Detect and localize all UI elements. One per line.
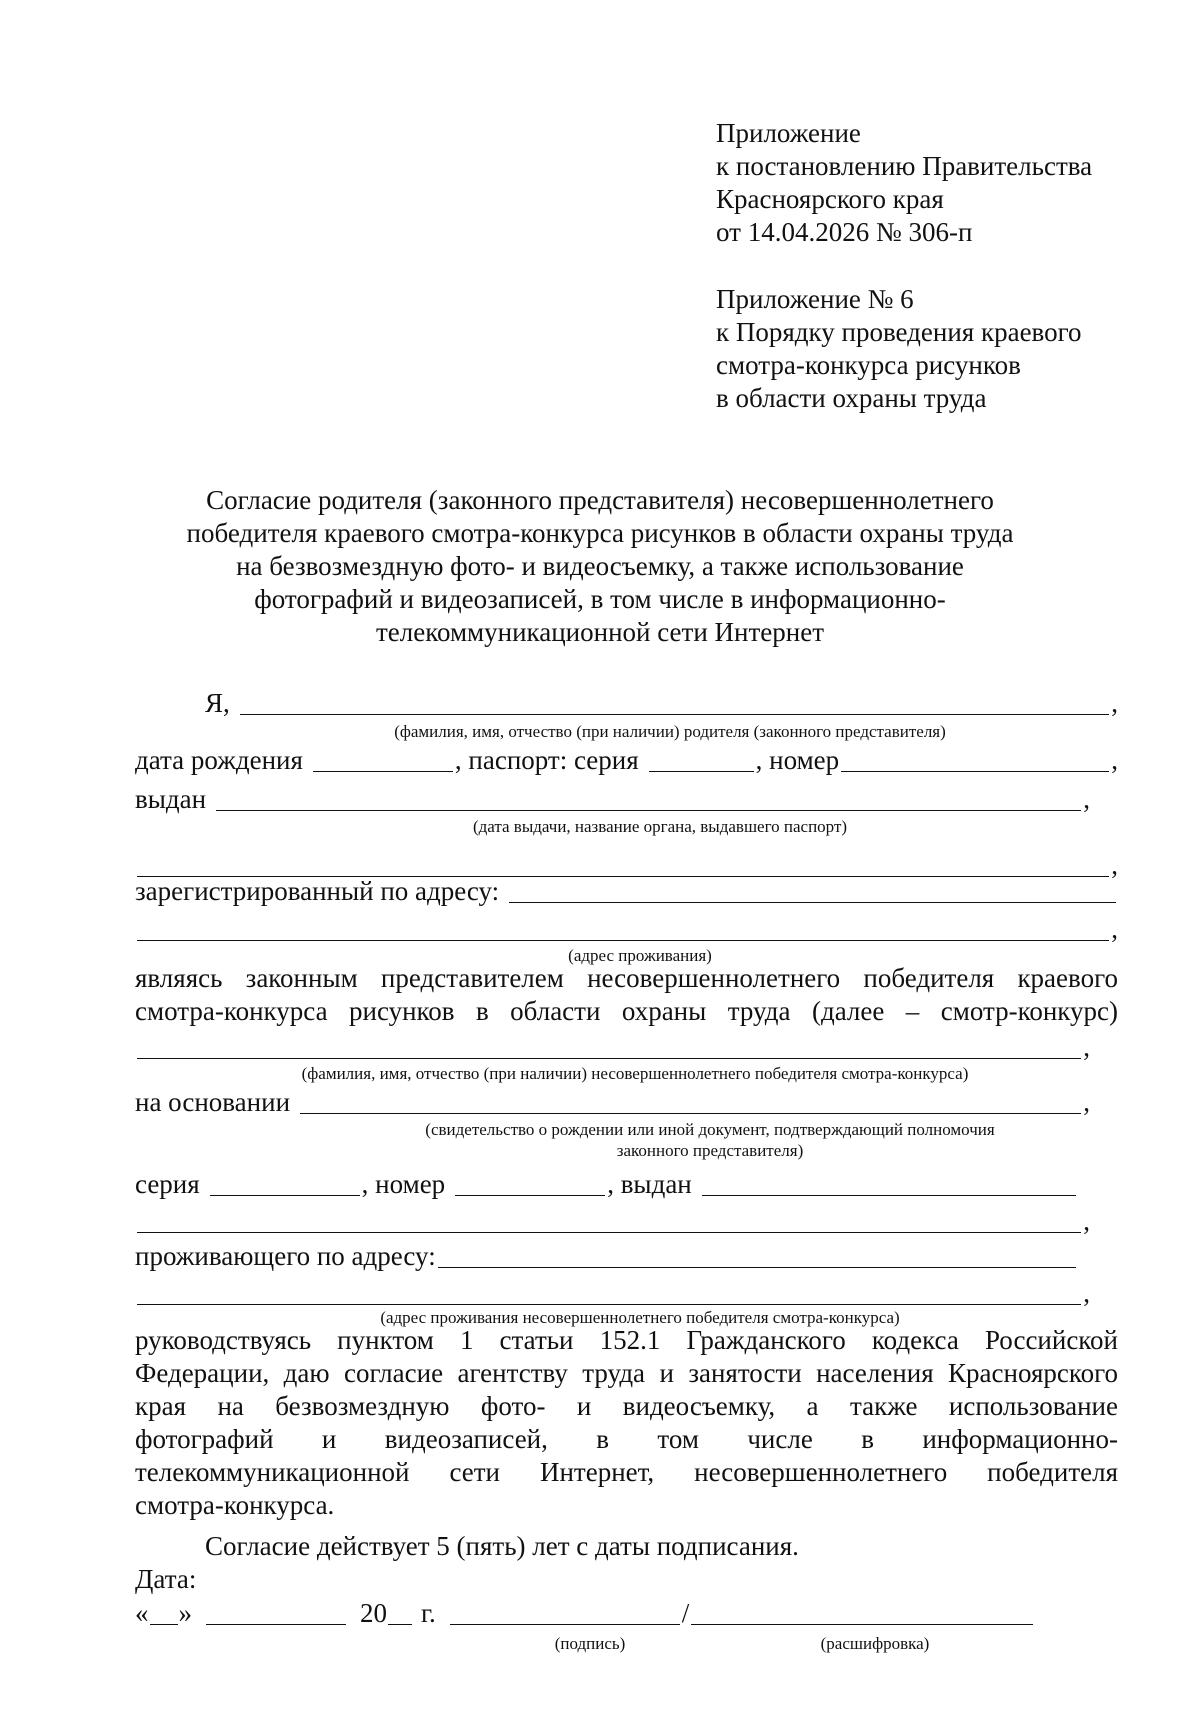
child-address-continuation-row: , [135,1276,1090,1310]
document-number-label: , номер [361,1169,446,1199]
paragraph-line: являясь законным представителем несовершеннолетнего победителя краевого [135,963,1118,993]
appendix-line: Красноярского края [716,184,944,214]
date-label: Дата: [135,1564,197,1594]
birth-date-label: дата рождения [135,745,303,775]
title-line: Согласие родителя (законного представителя) несовершеннолетнего [206,485,994,515]
title-line: на безвозмездную фото- и видеосъемку, а также использование [236,551,964,581]
paragraph-line: края на безвозмездную фото- и видеосъемку, а также использование [135,1391,1118,1421]
representative-paragraph [135,962,1118,1028]
passport-number-label: , номер [755,745,840,775]
signature-caption: (подпись) [554,1634,626,1653]
series-label: серия [135,1169,200,1199]
birth-passport-row: дата рождения , паспорт: серия , номер , [135,745,1118,775]
year-field[interactable] [388,1598,412,1625]
parent-name-row: Я, , [205,688,1118,718]
address-continuation-row: , [135,912,1118,946]
date-label-block [135,1563,1118,1596]
paragraph-line: смотра-конкурса рисунков в области охраны труда (далее – смотр-конкурс) [135,996,1118,1026]
registered-row [135,874,1118,908]
issued-caption: (дата выдачи, название органа, выдавшего паспорт) [472,817,848,836]
basis-caption-2: законного представителя) [616,1141,804,1160]
appendix-line: смотра-конкурса рисунков [716,350,1021,380]
issued-row: выдан , [135,784,1090,814]
month-field[interactable] [206,1598,346,1625]
residing-label: проживающего по адресу: [135,1241,436,1271]
appendix-line: Приложение № 6 [716,284,914,314]
passport-series-label: , паспорт: серия [454,745,639,775]
passport-issued-field[interactable] [216,784,1081,811]
basis-caption-1: (свидетельство о рождении или иной документ, подтверждающий полномочия [425,1120,995,1139]
validity-paragraph [205,1530,1105,1563]
birth-date-field[interactable] [313,745,453,772]
document-issued-field-2[interactable] [137,1206,1081,1233]
appendix-header [716,117,1092,249]
decoding-field[interactable] [691,1598,1033,1625]
child-name-row: , [135,1030,1090,1064]
child-address-caption: (адрес проживания несовершеннолетнего победителя смотра-конкурса) [380,1308,900,1327]
registered-label: зарегистрированный по адресу: [135,876,500,906]
passport-issued-field-2[interactable] [137,850,1109,877]
signature-field[interactable] [450,1598,680,1625]
basis-document-field[interactable] [300,1087,1081,1114]
paragraph-line: руководствуясь пунктом 1 статьи 152.1 Гражданского кодекса Российской [135,1325,1118,1355]
document-number-field[interactable] [455,1169,605,1196]
document-issued-continuation-row: , [135,1204,1090,1238]
year-prefix: 20 [360,1598,387,1628]
child-address-field-2[interactable] [137,1278,1081,1305]
decoding-caption: (расшифровка) [820,1634,930,1653]
paragraph-line: телекоммуникационной сети Интернет, несовершеннолетнего победителя [135,1457,1118,1487]
title-line: телекоммуникационной сети Интернет [376,617,824,647]
document-issued-label: , выдан [607,1169,692,1199]
quote-open: « [135,1598,149,1628]
title-line: фотографий и видеозаписей, в том числе в информационно- [254,584,946,614]
paragraph-line: фотографий и видеозаписей, в том числе в информационно- [135,1424,1118,1454]
parent-name-field[interactable] [240,688,1109,715]
issued-label: выдан [135,784,207,814]
document-series-field[interactable] [210,1169,360,1196]
basis-row: на основании , [135,1087,1090,1117]
document-title [130,484,1070,649]
child-name-field[interactable] [137,1032,1081,1059]
appendix-line: в области охраны труда [716,383,987,413]
registered-address-field[interactable] [509,876,1116,903]
signature-row [135,1596,1035,1630]
slash: / [681,1598,690,1628]
residing-row [135,1239,1078,1273]
passport-number-field[interactable] [841,745,1109,772]
paragraph-line: смотра-конкурса. [135,1490,335,1520]
passport-series-field[interactable] [649,745,754,772]
issued-continuation-row: , [135,848,1118,882]
child-name-caption: (фамилия, имя, отчество (при наличии) несовершеннолетнего победителя смотра-конкурса) [301,1064,969,1083]
appendix-6-header [716,283,1082,415]
registered-address-field-2[interactable] [137,914,1109,941]
address-caption: (адрес проживания) [568,946,712,965]
day-field[interactable] [150,1598,178,1625]
i-label: Я, [205,688,230,718]
paragraph-line: Федерации, даю согласие агентству труда и занятости населения Красноярского [135,1358,1118,1388]
consent-paragraph [135,1324,1118,1522]
child-address-field[interactable] [438,1241,1076,1268]
document-series-row [135,1167,1078,1201]
title-line: победителя краевого смотра-конкурса рисунков в области охраны труда [186,518,1014,548]
appendix-line: к постановлению Правительства [716,151,1093,181]
appendix-line: Приложение [716,118,861,148]
appendix-line: к Порядку проведения краевого [716,317,1082,347]
document-issued-field[interactable] [702,1169,1076,1196]
quote-close: » [178,1598,192,1628]
validity-text: Согласие действует 5 (пять) лет с даты подписания. [205,1531,799,1561]
basis-label: на основании [135,1087,291,1117]
appendix-line: от 14.04.2026 № 306-п [716,217,973,247]
year-suffix: г. [421,1598,436,1628]
parent-name-caption: (фамилия, имя, отчество (при наличии) родителя (законного представителя) [394,722,946,741]
